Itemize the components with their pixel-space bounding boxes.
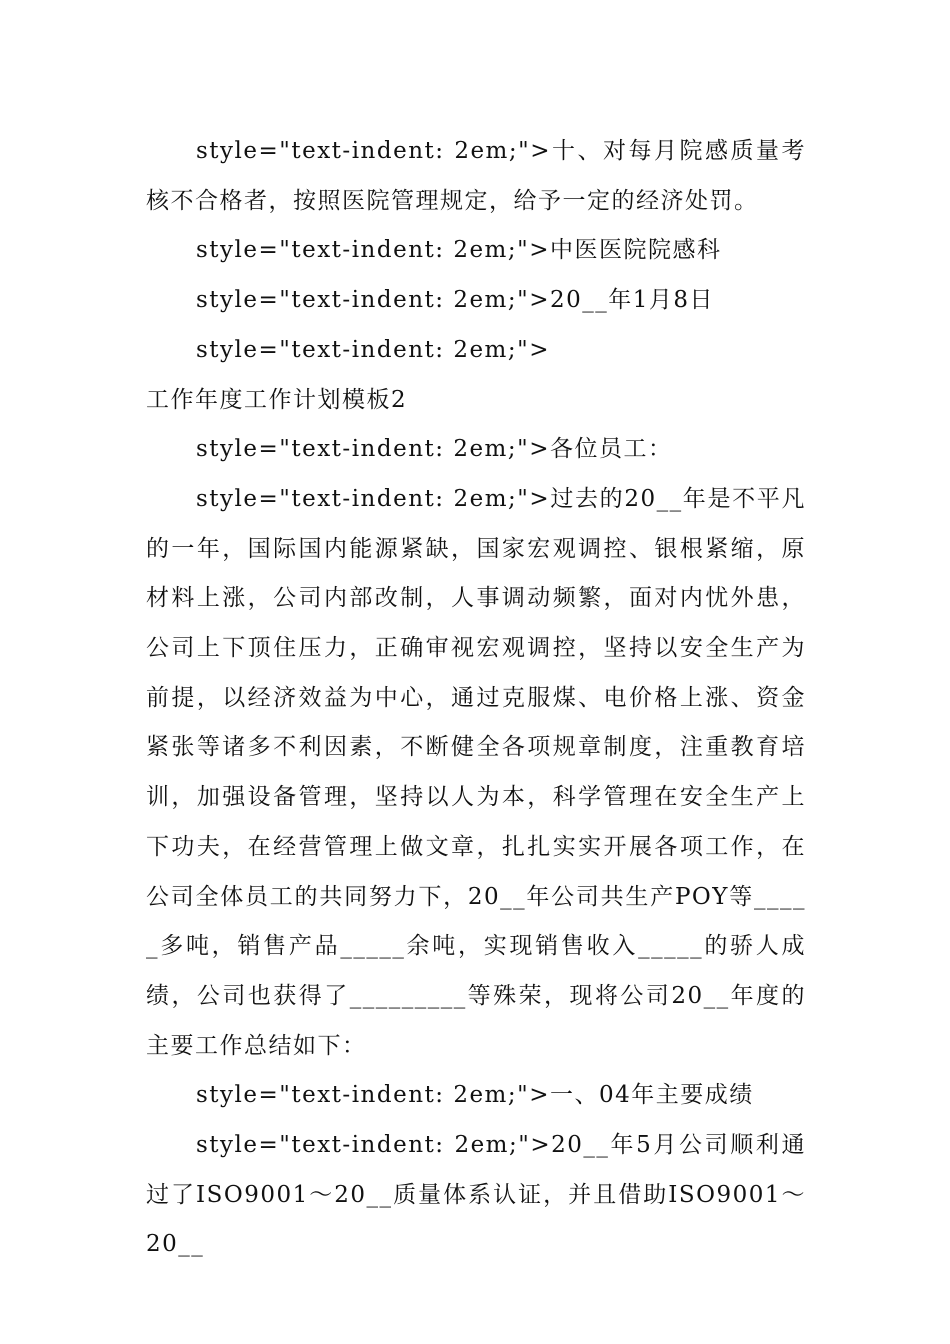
paragraph-6: style="text-indent: 2em;">过去的20__年是不平凡的一年，国际国内能源紧缺，国家宏观调控、银根紧缩，原材料上涨，公司内部改制，人事调动频繁，面对内忧外患，公司上下顶住压力，正确审视宏观调控，坚持以安全生产为前提，以经济效益为中心，通过克服煤、电价格上涨、资金紧张等诸多不利因素，不断健全各项规章制度，注重教育培训，加强设备管理，坚持以人为本，科学管理在安全生产上下功夫，在经营管理上做文章，扎扎实实开展各项工作，在公司全体员工的共同努力下，20__年公司共生产POY等_____多吨，销售产品_____余吨，实现销售收入_____的骄人成绩，公司也获得了_________等殊荣，现将公司20__年度的主要工作总结如下： xyxy=(146,485,806,1059)
paragraph-7: style="text-indent: 2em;">一、04年主要成绩 xyxy=(196,1082,754,1109)
paragraph-5: style="text-indent: 2em;">各位员工： xyxy=(196,436,673,463)
paragraph-2: style="text-indent: 2em;">中医医院院感科 xyxy=(196,237,722,264)
document-body xyxy=(146,127,806,1270)
paragraph-1: style="text-indent: 2em;">十、对每月院感质量考核不合格者，按照医院管理规定，给予一定的经济处罚。 xyxy=(146,138,806,214)
paragraph-4: style="text-indent: 2em;"> xyxy=(196,336,550,363)
paragraph-3: style="text-indent: 2em;">20__年1月8日 xyxy=(196,287,715,314)
paragraph-8: style="text-indent: 2em;">20__年5月公司顺利通过了ISO9001～20__质量体系认证，并且借助ISO9001～20__ xyxy=(146,1132,806,1258)
section-heading: 工作年度工作计划模板2 xyxy=(146,386,408,413)
